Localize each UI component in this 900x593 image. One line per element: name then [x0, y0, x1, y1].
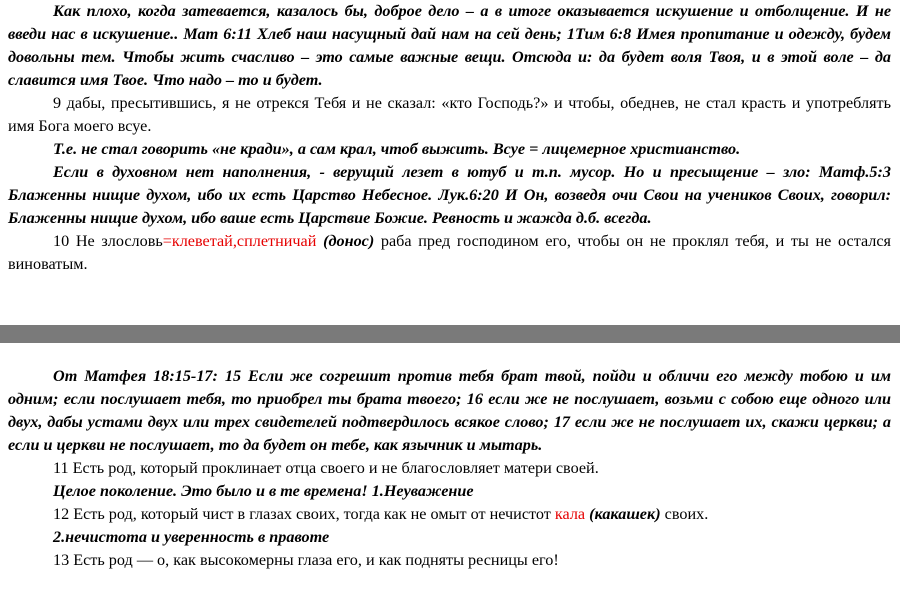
commentary-paragraph: Целое поколение. Это было и в те времена! 1.Неуважение — [53, 482, 474, 500]
verse-10 — [8, 230, 891, 276]
page-divider — [0, 325, 900, 343]
upper-excerpt — [8, 0, 891, 276]
verse-11: 11 Есть род, который проклинает отца своего и не благословляет матери своей. — [53, 459, 599, 477]
commentary-paragraph: Если в духовном нет наполнения, - верущий лезет в ютуб и т.п. мусор. Но и пресыщение – зло: Матф.5:3 Блаженны нищие духом, ибо их есть Царство Небесное. Лук.6:20 И Он, возведя очи Свои на учеников Своих, говорил: Блаженны нищие духом, ибо ваше есть Царствие Божие. Ревность и жажда д.б. всегда. — [8, 163, 891, 227]
commentary-paragraph: От Матфея 18:15-17: 15 Если же согрешит против тебя брат твой, пойди и обличи его между тобою и им одним; если послушает тебя, то приобрел ты брата твоего; 16 если же не послушает, возьми с собою еще одного или двух, дабы устами двух или трех свидетелей подтвердилось всякое слово; 17 если же не послушает их, скажи церкви; а если и церкви не послушает, то да будет он тебе, как язычник и мытарь. — [8, 367, 891, 454]
highlighted-text: =клеветай,сплетничай — [162, 232, 317, 250]
verse-text: 12 Есть род, который чист в глазах своих, тогда как не омыт от нечистот — [53, 505, 555, 523]
commentary-paragraph: Т.е. не стал говорить «не кради», а сам крал, чтоб выжить. Всуе = лицемерное христианство. — [53, 140, 741, 158]
commentary-paragraph: 2.нечистота и уверенность в правоте — [53, 528, 330, 546]
verse-text: 10 Не злословь — [53, 232, 163, 250]
verse-text: раба пред господином его, чтобы он не проклял тебя, и ты не остался виноватым. — [8, 232, 892, 273]
verse-13: 13 Есть род — о, как высокомерны глаза его, и как подняты ресницы его! — [53, 551, 559, 569]
emphasis-text: (какашек) — [589, 505, 661, 523]
verse-9: 9 дабы, пресытившись, я не отрекся Тебя и не сказал: «кто Господь?» и чтобы, обеднев, не стал красть и употреблять имя Бога моего всуе. — [8, 94, 891, 135]
verse-12 — [8, 503, 891, 526]
emphasis-text: (донос) — [323, 232, 375, 250]
verse-text: своих. — [660, 505, 709, 523]
lower-excerpt — [8, 365, 891, 572]
commentary-paragraph: Как плохо, когда затевается, казалось бы, доброе дело – а в итоге оказывается искушение и отболщение. И не введи нас в искушение.. Мат 6:11 Хлеб наш насущный дай нам на сей день; 1Тим 6:8 Имея пропитание и одежду, будем довольны тем. Чтобы жить счасливо – это самые важные вещи. Отсюда и: да будет воля Твоя, и в этой воле – да славится имя Твое. Что надо – то и будет. — [8, 2, 891, 89]
highlighted-text: кала — [554, 505, 586, 523]
